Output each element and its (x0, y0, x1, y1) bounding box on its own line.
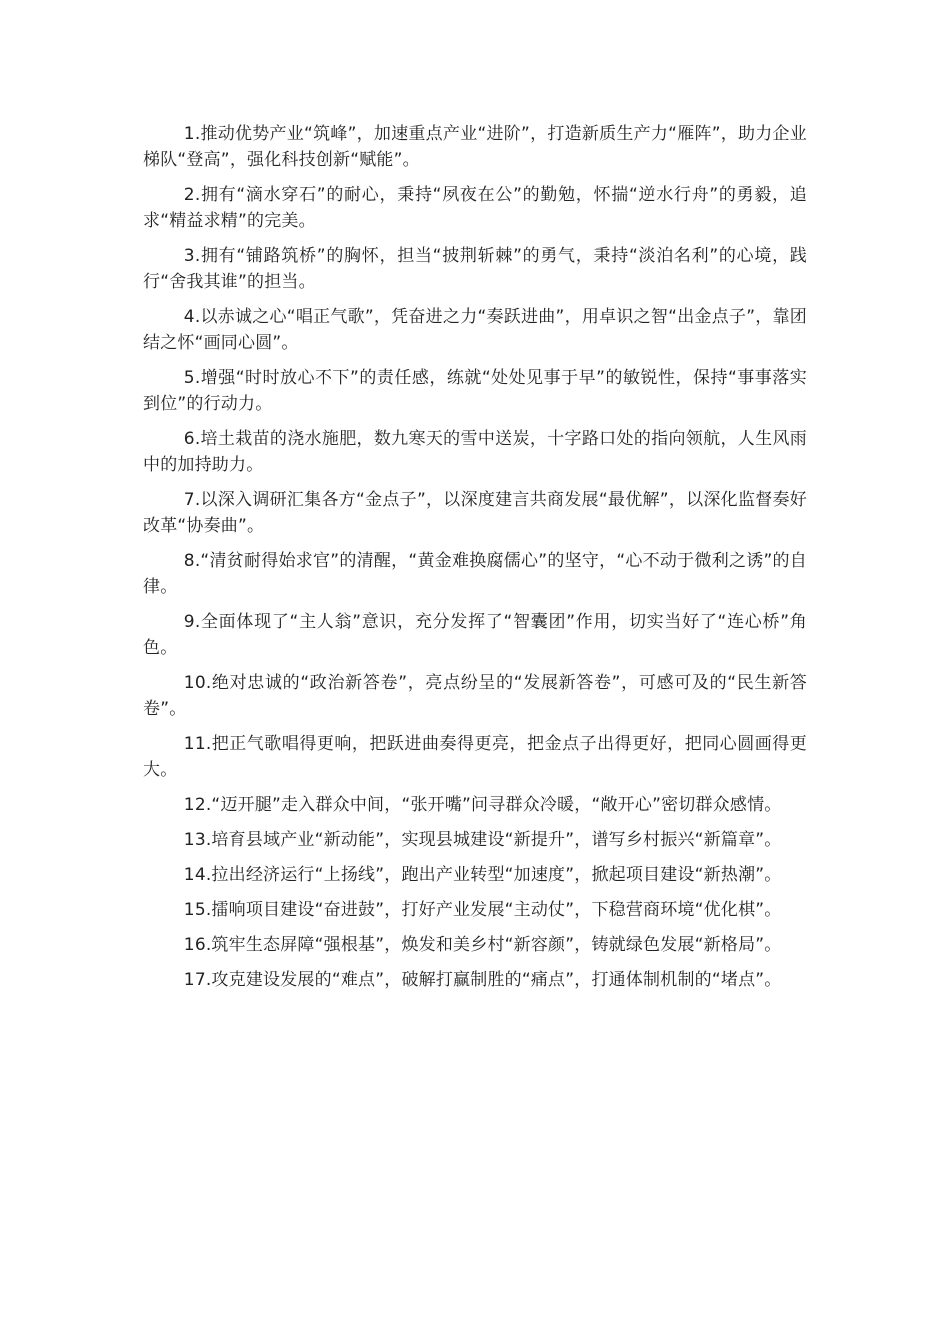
paragraph-1: 1.推动优势产业“筑峰”，加速重点产业“进阶”，打造新质生产力“雁阵”，助力企业梯队“登高”，强化科技创新“赋能”。 (143, 124, 807, 170)
paragraph-9: 9.全面体现了“主人翁”意识，充分发挥了“智囊团”作用，切实当好了“连心桥”角色。 (143, 612, 807, 658)
paragraph-5: 5.增强“时时放心不下”的责任感，练就“处处见事于早”的敏锐性，保持“事事落实到位”的行动力。 (143, 368, 807, 414)
paragraph-15: 15.擂响项目建设“奋进鼓”，打好产业发展“主动仗”，下稳营商环境“优化棋”。 (183, 900, 782, 920)
paragraph-10: 10.绝对忠诚的“政治新答卷”，亮点纷呈的“发展新答卷”，可感可及的“民生新答卷”。 (143, 673, 807, 719)
paragraph-6: 6.培土栽苗的浇水施肥，数九寒天的雪中送炭，十字路口处的指向领航，人生风雨中的加持助力。 (143, 429, 807, 475)
paragraph-7: 7.以深入调研汇集各方“金点子”，以深度建言共商发展“最优解”，以深化监督奏好改革“协奏曲”。 (143, 490, 807, 536)
paragraph-4: 4.以赤诚之心“唱正气歌”，凭奋进之力“奏跃进曲”，用卓识之智“出金点子”，靠团结之怀“画同心圆”。 (143, 307, 807, 353)
paragraph-13: 13.培育县域产业“新动能”，实现县城建设“新提升”，谱写乡村振兴“新篇章”。 (183, 830, 782, 850)
paragraph-8: 8.“清贫耐得始求官”的清醒，“黄金难换腐儒心”的坚守，“心不动于微利之诱”的自律。 (143, 551, 807, 597)
paragraph-17: 17.攻克建设发展的“难点”，破解打赢制胜的“痛点”，打通体制机制的“堵点”。 (183, 970, 782, 990)
document-body (143, 121, 807, 1002)
paragraph-12: 12.“迈开腿”走入群众中间，“张开嘴”问寻群众冷暖，“敞开心”密切群众感情。 (183, 795, 782, 815)
paragraph-11: 11.把正气歌唱得更响，把跃进曲奏得更亮，把金点子出得更好，把同心圆画得更大。 (143, 734, 807, 780)
paragraph-2: 2.拥有“滴水穿石”的耐心，秉持“夙夜在公”的勤勉，怀揣“逆水行舟”的勇毅，追求“精益求精”的完美。 (143, 185, 807, 231)
paragraph-3: 3.拥有“铺路筑桥”的胸怀，担当“披荆斩棘”的勇气，秉持“淡泊名利”的心境，践行“舍我其谁”的担当。 (143, 246, 807, 292)
paragraph-14: 14.拉出经济运行“上扬线”，跑出产业转型“加速度”，掀起项目建设“新热潮”。 (183, 865, 782, 885)
paragraph-16: 16.筑牢生态屏障“强根基”，焕发和美乡村“新容颜”，铸就绿色发展“新格局”。 (183, 935, 782, 955)
